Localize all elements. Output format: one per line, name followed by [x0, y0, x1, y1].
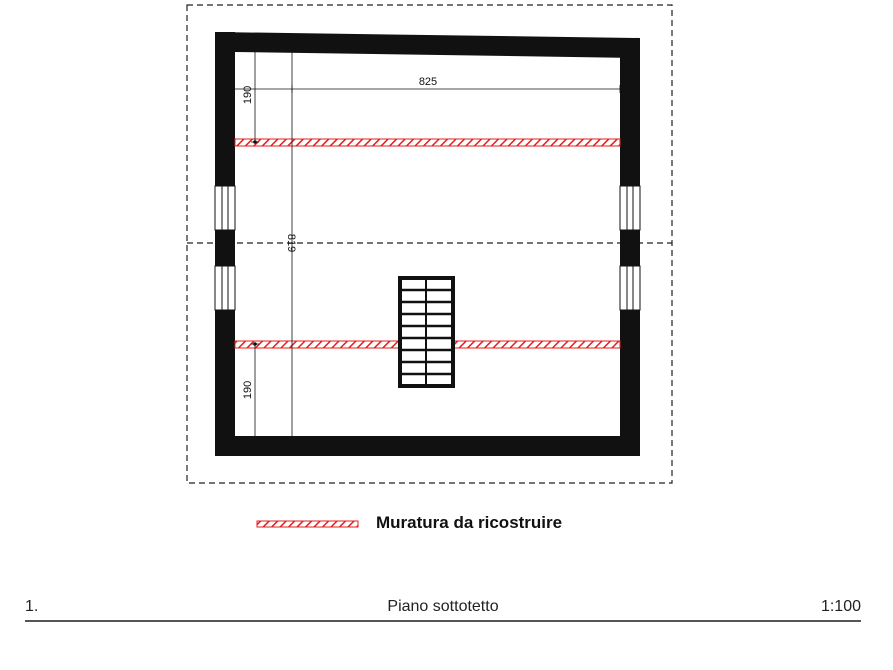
wall-right — [620, 38, 640, 456]
wall-top — [215, 32, 640, 58]
window-left-lower — [215, 266, 235, 310]
legend-label: Muratura da ricostruire — [376, 513, 563, 532]
dimension-top-rail — [242, 52, 259, 144]
drawing-title: Piano sottotetto — [387, 598, 499, 615]
bottom-rail-dimension-label: 190 — [242, 380, 254, 400]
drawing-footer — [25, 598, 861, 620]
wall-bottom — [215, 436, 640, 456]
legend-swatch — [257, 521, 358, 527]
window-right-upper — [620, 186, 640, 230]
footer-divider — [25, 620, 861, 622]
dimension-width — [235, 76, 620, 93]
depth-dimension-label: 819 — [285, 233, 297, 253]
window-right-lower — [620, 266, 640, 310]
window-left-upper — [215, 186, 235, 230]
wall-left — [215, 32, 235, 456]
dimension-depth — [285, 52, 297, 436]
width-dimension-label: 825 — [418, 76, 438, 88]
rebuild-wall-top — [235, 139, 620, 146]
drawing-number: 1. — [25, 598, 39, 615]
drawing-scale: 1:100 — [820, 598, 861, 615]
dimension-bottom-rail — [242, 342, 259, 436]
staircase — [400, 278, 453, 386]
top-rail-dimension-label: 190 — [242, 85, 254, 105]
